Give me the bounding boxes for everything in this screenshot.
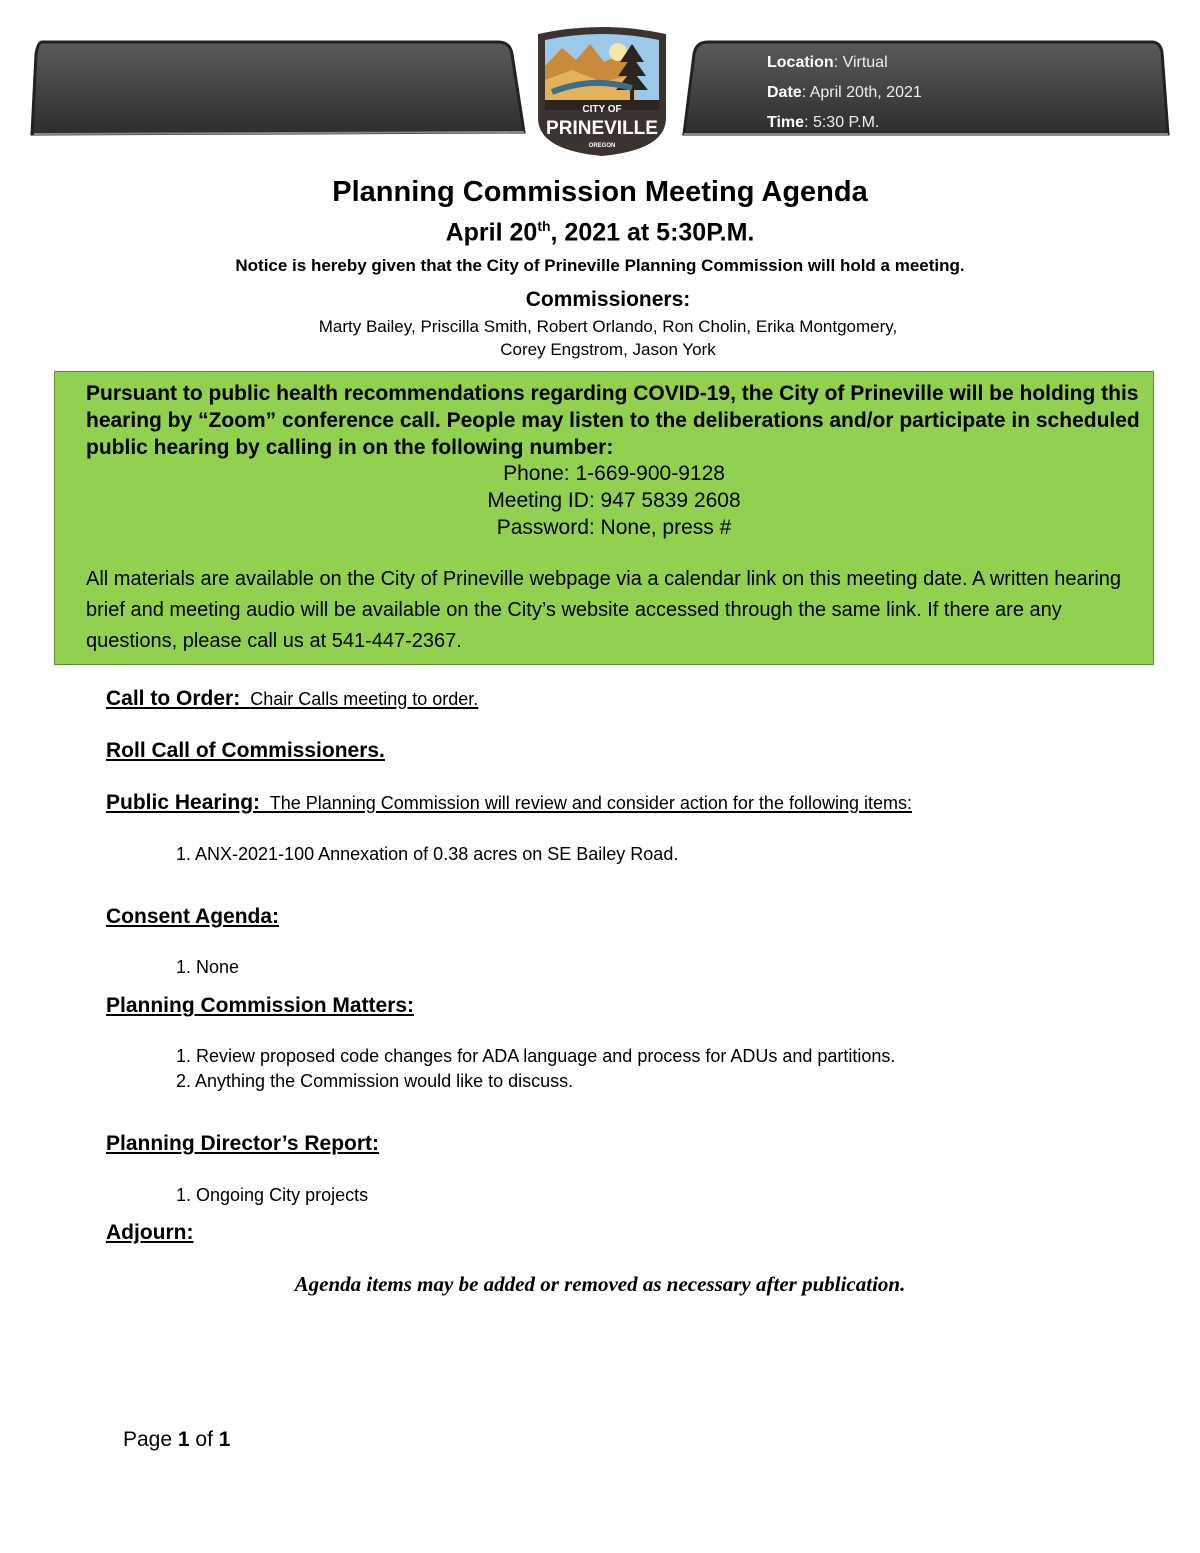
call-in-meeting-id: Meeting ID: 947 5839 2608 bbox=[487, 489, 741, 512]
meeting-date-heading: April 20th, 2021 at 5:30P.M. bbox=[445, 218, 755, 247]
consent-agenda-heading: Consent Agenda: bbox=[106, 905, 280, 928]
pc-matters-item: 1. Review proposed code changes for ADA language and process for ADUs and partitions. bbox=[176, 1046, 896, 1066]
page-number: Page 1 of 1 bbox=[123, 1428, 231, 1451]
logo-line1: CITY OF bbox=[582, 104, 622, 115]
header-banner-left bbox=[28, 40, 528, 136]
adjourn-heading: Adjourn: bbox=[106, 1221, 194, 1244]
meta-date: Date: April 20th, 2021 bbox=[767, 84, 922, 101]
meta-time: Time: 5:30 P.M. bbox=[767, 114, 880, 131]
header-banner-right bbox=[682, 40, 1170, 136]
logo-line3: OREGON bbox=[588, 143, 616, 149]
materials-note: All materials are available on the City of Prineville webpage via a calendar link on this meeting date. A written hearing brief and meeting audio will be available on the City’s website accessed through the same link. If there are any questions, please call us at 541-447-2367. bbox=[86, 568, 1122, 652]
city-logo bbox=[532, 26, 672, 158]
covid-statement: Pursuant to public health recommendations regarding COVID-19, the City of Prineville will be holding this hearing by “Zoom” conference call. People may listen to the deliberations and/or participate in scheduled public hearing by calling in on the following number: bbox=[86, 382, 1140, 459]
commissioners-heading: Commissioners: bbox=[525, 288, 691, 311]
page-title: Planning Commission Meeting Agenda bbox=[332, 176, 868, 208]
call-to-order-section: Call to Order: Chair Calls meeting to order. bbox=[106, 687, 479, 710]
logo-line2: PRINEVILLE bbox=[546, 118, 658, 139]
commissioners-list: Marty Bailey, Priscilla Smith, Robert Orlando, Ron Cholin, Erika Montgomery, Corey Engstrom, Jason York bbox=[318, 317, 898, 359]
consent-item: 1. None bbox=[176, 957, 240, 977]
director-report-heading: Planning Director’s Report: bbox=[106, 1132, 380, 1155]
director-report-item: 1. Ongoing City projects bbox=[176, 1185, 369, 1205]
public-hearing-section: Public Hearing: The Planning Commission will review and consider action for the following items: bbox=[106, 791, 913, 814]
meeting-meta bbox=[767, 48, 922, 138]
pc-matters-item: 2. Anything the Commission would like to discuss. bbox=[176, 1071, 574, 1091]
call-in-phone: Phone: 1-669-900-9128 bbox=[503, 462, 725, 485]
pc-matters-heading: Planning Commission Matters: bbox=[106, 994, 415, 1017]
closing-note: Agenda items may be added or removed as necessary after publication. bbox=[294, 1272, 906, 1296]
public-hearing-item: 1. ANX-2021-100 Annexation of 0.38 acres on SE Bailey Road. bbox=[176, 844, 679, 864]
meeting-notice: Notice is hereby given that the City of Prineville Planning Commission will hold a meeting. bbox=[235, 256, 965, 275]
covid-notice-box bbox=[54, 371, 1154, 665]
roll-call-heading: Roll Call of Commissioners. bbox=[106, 739, 385, 762]
meta-location: Location: Virtual bbox=[767, 54, 888, 71]
call-in-password: Password: None, press # bbox=[496, 516, 732, 539]
call-in-details bbox=[55, 460, 1173, 541]
